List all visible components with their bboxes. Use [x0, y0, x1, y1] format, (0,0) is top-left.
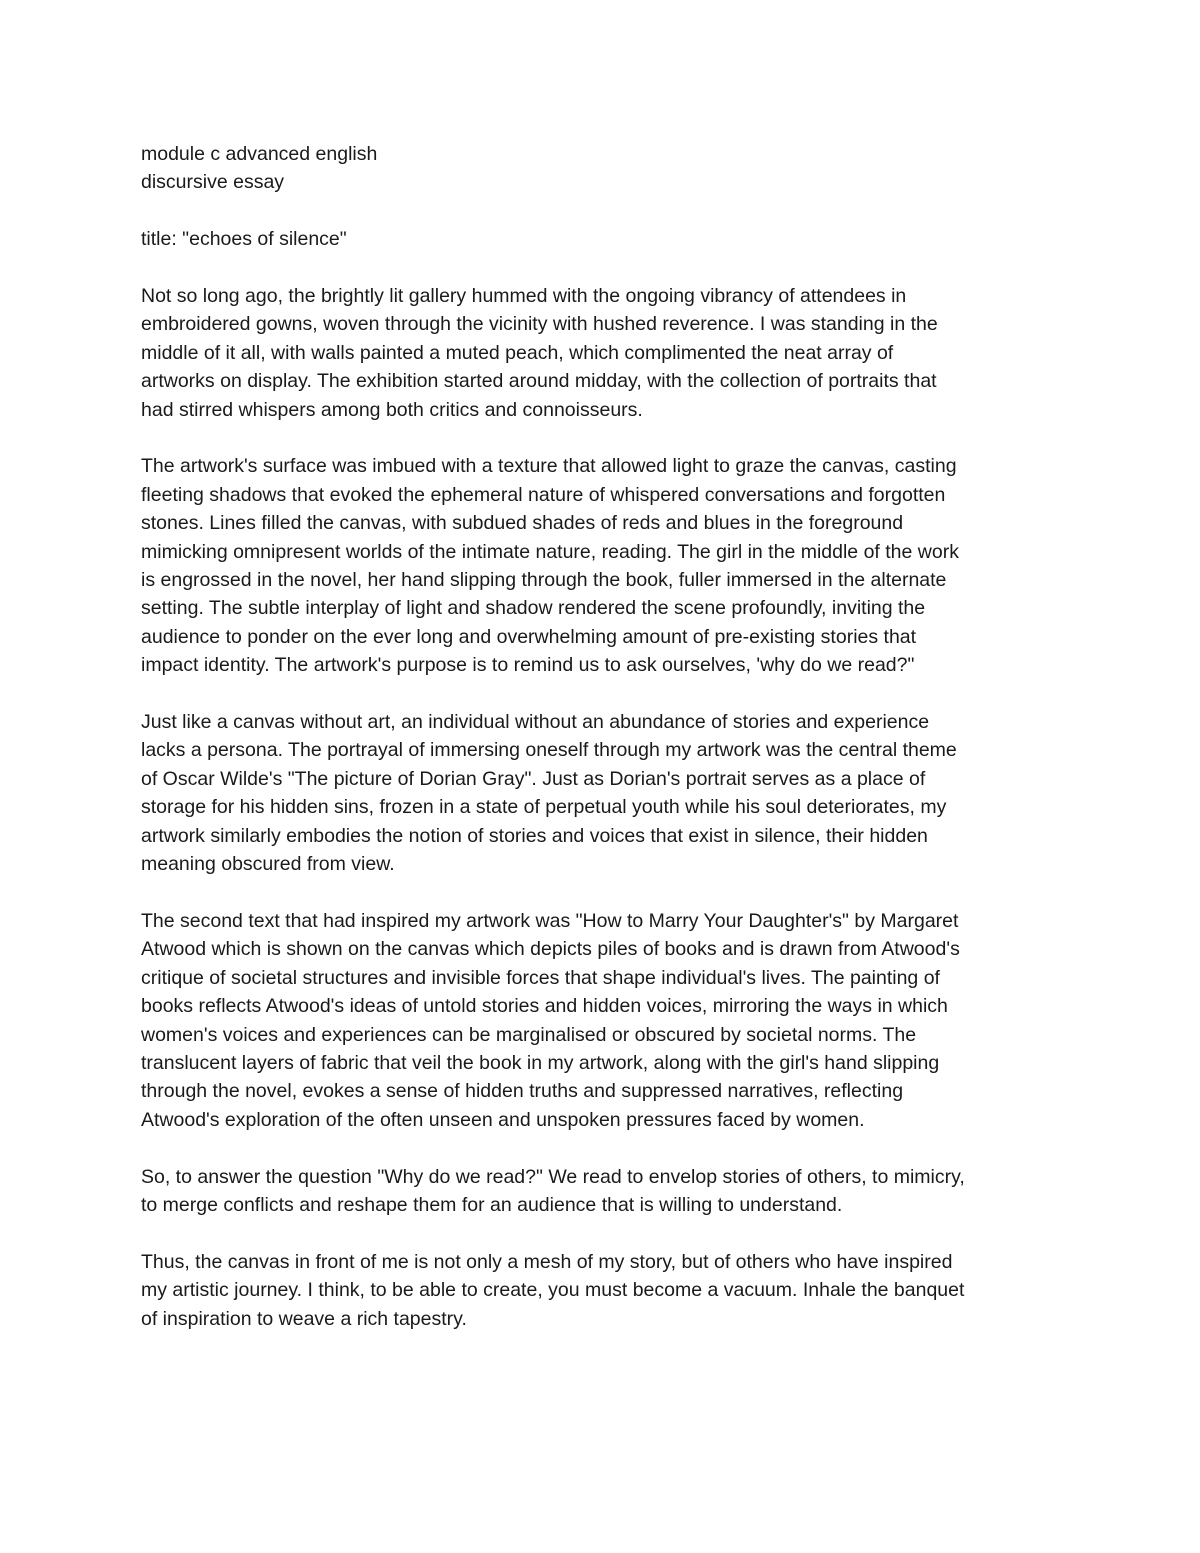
paragraph-line: Atwood which is shown on the canvas which depicts piles of books and is drawn from Atwood's: [141, 938, 960, 961]
paragraph-5: [141, 1163, 1061, 1220]
paragraph-line: setting. The subtle interplay of light and shadow rendered the scene profoundly, inviting the: [141, 597, 926, 620]
paragraph-line: of Oscar Wilde's "The picture of Dorian Gray". Just as Dorian's portrait serves as a place of: [141, 767, 926, 790]
essay-type-line: discursive essay: [141, 171, 285, 194]
paragraph-line: artworks on display. The exhibition started around midday, with the collection of portraits that: [141, 370, 937, 393]
paragraph-3: [141, 708, 1061, 878]
paragraph-line: my artistic journey. I think, to be able to create, you must become a vacuum. Inhale the banquet: [141, 1279, 965, 1302]
paragraph-line: middle of it all, with walls painted a muted peach, which complimented the neat array of: [141, 341, 894, 364]
paragraph-line: So, to answer the question "Why do we read?" We read to envelop stories of others, to mimicry,: [141, 1165, 965, 1188]
paragraph-line: critique of societal structures and invisible forces that shape individual's lives. The painting of: [141, 966, 940, 989]
spacer: [141, 879, 1061, 907]
paragraph-line: lacks a persona. The portrayal of immersing oneself through my artwork was the central theme: [141, 739, 957, 762]
paragraph-line: books reflects Atwood's ideas of untold stories and hidden voices, mirroring the ways in which: [141, 995, 948, 1018]
paragraph-line: fleeting shadows that evoked the ephemeral nature of whispered conversations and forgotten: [141, 483, 946, 506]
paragraph-line: had stirred whispers among both critics and connoisseurs.: [141, 398, 643, 421]
paragraph-line: embroidered gowns, woven through the vicinity with hushed reverence. I was standing in the: [141, 313, 938, 336]
spacer: [141, 680, 1061, 708]
paragraph-line: Atwood's exploration of the often unseen and unspoken pressures faced by women.: [141, 1108, 865, 1131]
paragraph-line: is engrossed in the novel, her hand slipping through the book, fuller immersed in the alternate: [141, 569, 947, 592]
paragraph-4: [141, 907, 1061, 1134]
paragraph-line: through the novel, evokes a sense of hidden truths and suppressed narratives, reflecting: [141, 1080, 904, 1103]
paragraph-line: to merge conflicts and reshape them for an audience that is willing to understand.: [141, 1193, 843, 1216]
paragraph-line: meaning obscured from view.: [141, 853, 395, 876]
paragraph-line: Thus, the canvas in front of me is not only a mesh of my story, but of others who have inspired: [141, 1250, 953, 1273]
paragraph-line: of inspiration to weave a rich tapestry.: [141, 1307, 467, 1330]
spacer: [141, 1219, 1061, 1247]
paragraph-line: The second text that had inspired my artwork was "How to Marry Your Daughter's" by Margaret: [141, 909, 959, 932]
paragraph-line: impact identity. The artwork's purpose is to remind us to ask ourselves, 'why do we read?": [141, 654, 915, 677]
paragraph-1: [141, 282, 1061, 424]
paragraph-line: artwork similarly embodies the notion of stories and voices that exist in silence, their hidden: [141, 824, 928, 847]
spacer: [141, 1134, 1061, 1162]
paragraph-line: women's voices and experiences can be marginalised or obscured by societal norms. The: [141, 1023, 917, 1046]
paragraph-line: The artwork's surface was imbued with a texture that allowed light to graze the canvas, casting: [141, 455, 957, 478]
paragraph-2: [141, 452, 1061, 679]
paragraph-6: [141, 1248, 1061, 1333]
course-line: module c advanced english: [141, 143, 378, 165]
document-page: [141, 140, 1061, 1333]
paragraph-line: stones. Lines filled the canvas, with subdued shades of reds and blues in the foreground: [141, 512, 904, 535]
paragraph-line: Just like a canvas without art, an individual without an abundance of stories and experience: [141, 711, 930, 734]
title-line: title: "echoes of silence": [141, 228, 347, 251]
paragraph-line: audience to ponder on the ever long and overwhelming amount of pre-existing stories that: [141, 625, 917, 648]
spacer: [141, 424, 1061, 452]
essay-title: [141, 225, 1061, 253]
paragraph-line: mimicking omnipresent worlds of the intimate nature, reading. The girl in the middle of the work: [141, 540, 959, 563]
document-header: [141, 140, 1061, 197]
spacer: [141, 254, 1061, 282]
paragraph-line: Not so long ago, the brightly lit gallery hummed with the ongoing vibrancy of attendees in: [141, 285, 907, 307]
paragraph-line: storage for his hidden sins, frozen in a state of perpetual youth while his soul deteriorates, my: [141, 796, 947, 819]
spacer: [141, 197, 1061, 225]
paragraph-line: translucent layers of fabric that veil the book in my artwork, along with the girl's hand slipping: [141, 1051, 940, 1074]
